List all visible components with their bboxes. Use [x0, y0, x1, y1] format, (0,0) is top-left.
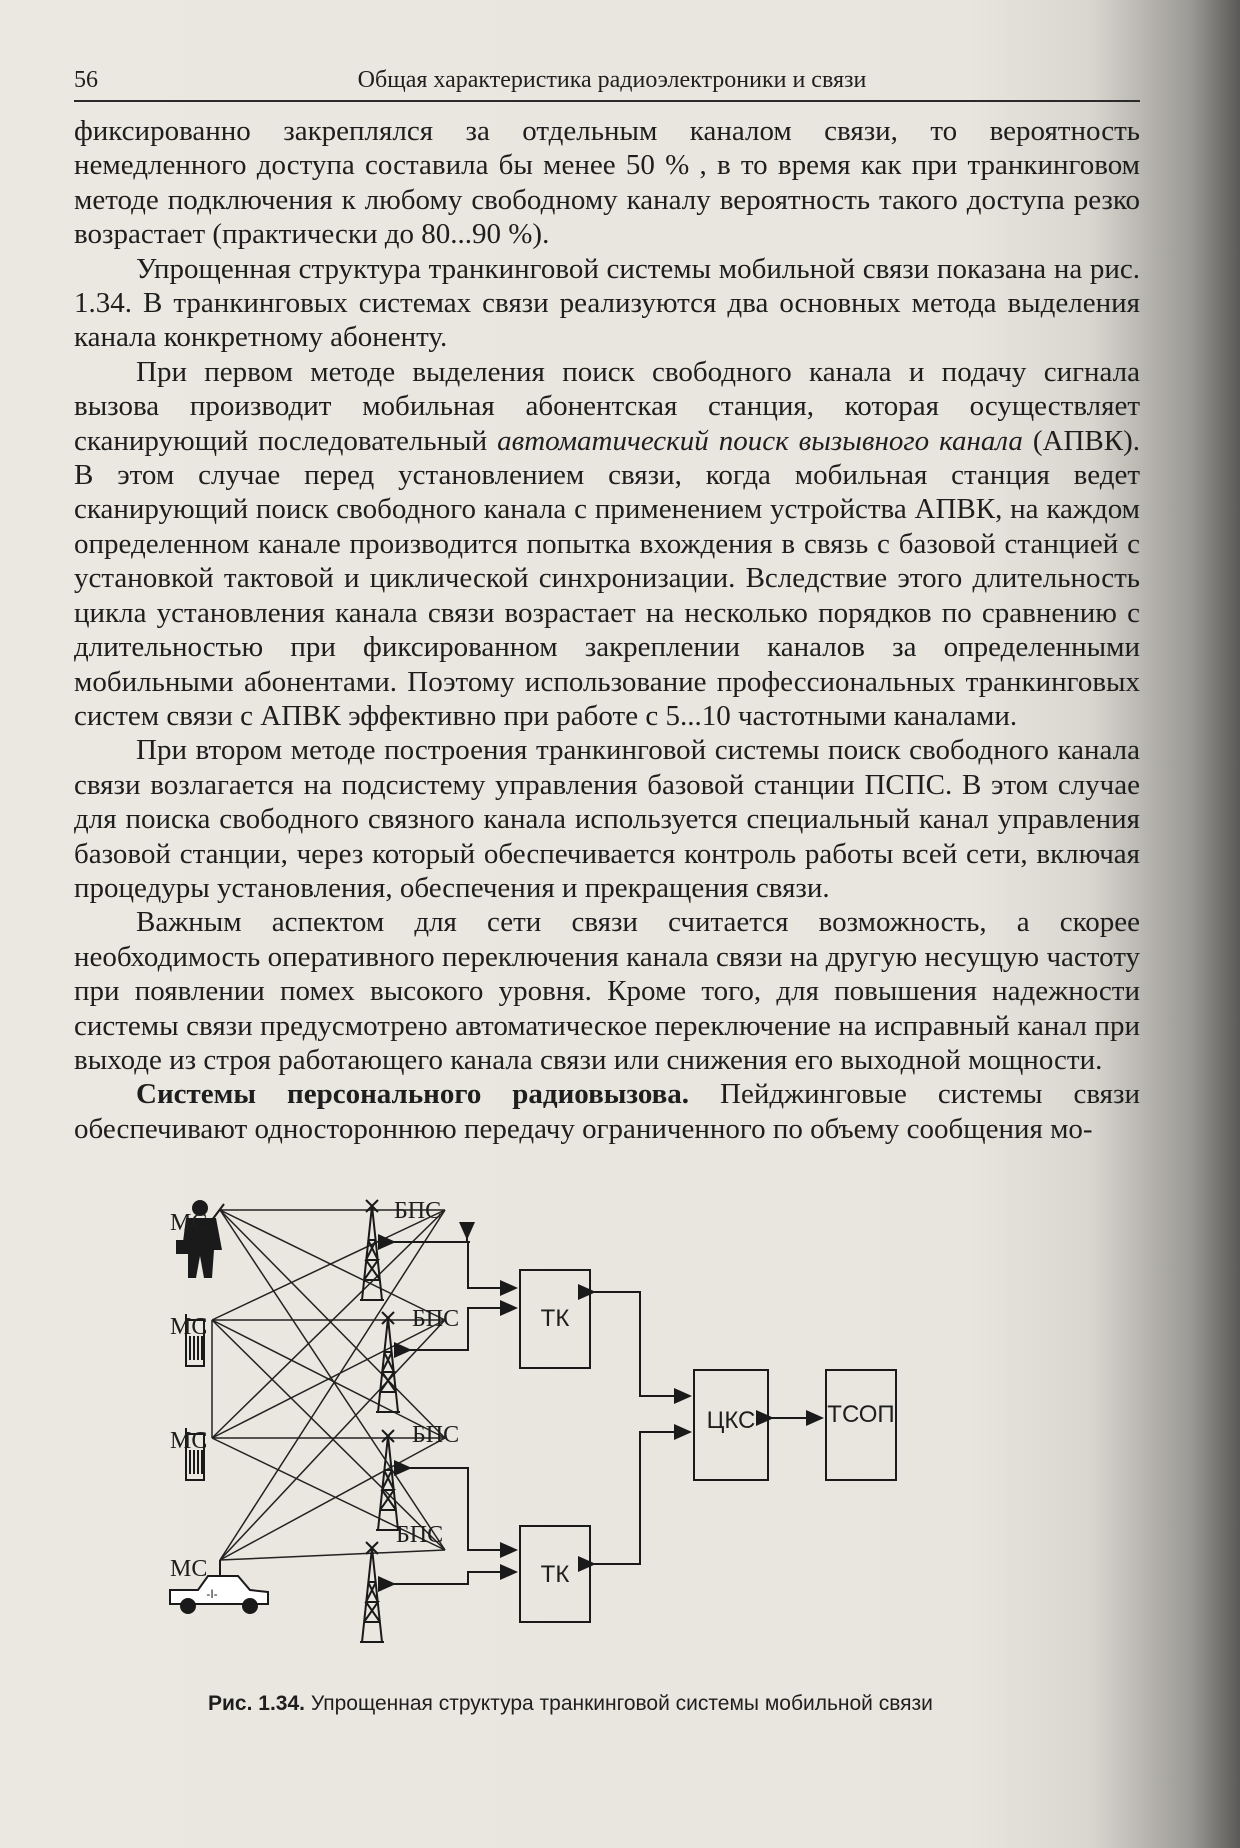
- caption-text: Упрощенная структура транкинговой системы мобильной связи: [304, 1692, 933, 1715]
- figure-1-34: [150, 1190, 1070, 1670]
- paragraph-text: (АПВК). В этом случае перед установлением связи, когда мобильная станция ведет сканирующий поиск свободного канала с применением устройства АПВК, на каждом определенном канале производится попытка вхождения в связь с базовой станцией с установкой тактовой и циклической синхронизации. Вследствие этого длительность цикла установления канала связи возрастает на несколько порядков по сравнению с длительностью при фиксированном закреплении каналов за определенными мобильными абонентами. Поэтому использование профессиональных транкинговых систем связи с АПВК эффективно при работе с 5...10 частотными каналами.: [74, 424, 1141, 732]
- paragraph: фиксированно закреплялся за отдельным каналом связи, то вероятность немедленного доступа составила бы менее 50 % , в то время как при транкинговом методе подключения к любому свободному каналу вероятность такого доступа резко возрастает (практически до 80...90 %).: [74, 115, 1140, 251]
- tower-icon: [376, 1312, 400, 1412]
- bps-label: БПС: [412, 1306, 460, 1332]
- ms-label: МС: [170, 1210, 208, 1236]
- mesh-links: [212, 1210, 445, 1560]
- section-heading: Системы персонального радиовызова.: [136, 1078, 690, 1111]
- car-mark: -I-: [206, 1587, 218, 1601]
- term-apvk: автоматический поиск вызывного канала: [497, 424, 1023, 457]
- tsop-label: ТСОП: [827, 1401, 895, 1428]
- paragraph: При втором методе построения транкинговой системы поиск свободного канала связи возлагается на подсистему управления базовой станции ПСПС. В этом случае для поиска свободного связного канала используется специальный канал управления базовой станции, через который обеспечивается контроль работы всей сети, включая процедуры установления, обеспечения и прекращения связи.: [74, 734, 1140, 904]
- bps-label: БПС: [394, 1198, 442, 1224]
- running-head: [74, 66, 1140, 102]
- paragraph: Важным аспектом для сети связи считается возможность, а скорее необходимость оперативного переключения канала связи на другую несущую частоту при появлении помех высокого уровня. Кроме того, для повышения надежности системы связи предусмотрено автоматическое переключение на исправный канал при выходе из строя работающего канала связи или снижения его выходной мощности.: [74, 906, 1140, 1076]
- paragraph: [74, 1077, 1140, 1146]
- page-number: 56: [74, 67, 98, 93]
- tower-icon: [376, 1430, 400, 1530]
- paragraph: Упрощенная структура транкинговой системы мобильной связи показана на рис. 1.34. В транкинговых системах связи реализуются два основных метода выделения канала конкретному абоненту.: [74, 252, 1140, 354]
- paragraph-text: Пейджинговые системы связи обеспечивают одностороннюю передачу ограниченного по объему сообщения мо-: [74, 1078, 1140, 1145]
- trunking-diagram: [150, 1190, 1070, 1670]
- tower-icon: [360, 1542, 384, 1642]
- running-title: Общая характеристика радиоэлектроники и связи: [357, 67, 867, 93]
- ms-label: МС: [170, 1428, 208, 1454]
- body-text: [74, 114, 1140, 1146]
- cks-label: ЦКС: [706, 1407, 756, 1434]
- paragraph-text: При первом методе выделения поиск свободного канала и подачу сигнала вызова производит мобильная абонентская станция, которая осуществляет сканирующий последовательный: [74, 355, 1140, 457]
- paragraph: [74, 355, 1140, 733]
- tk-label: ТК: [540, 1305, 570, 1332]
- bps-label: БПС: [412, 1422, 460, 1448]
- ms-label: МС: [170, 1556, 208, 1582]
- caption-number: Рис. 1.34.: [208, 1692, 305, 1715]
- tk-label: ТК: [540, 1561, 570, 1588]
- figure-caption: [208, 1692, 1108, 1716]
- ms-label: МС: [170, 1314, 208, 1340]
- bps-label: БПС: [396, 1522, 444, 1548]
